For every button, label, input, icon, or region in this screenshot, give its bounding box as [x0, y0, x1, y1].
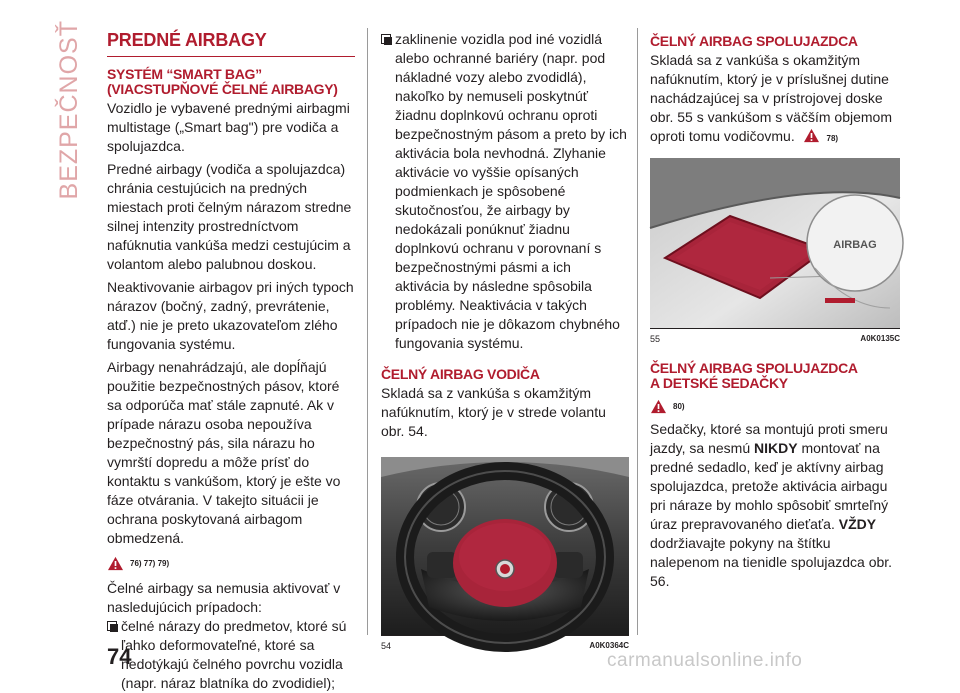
- list-item-text: zaklinenie vozidla pod iné vozidlá alebo ochranné bariéry (napr. pod nákladné vozy alebo zvodidlá), nakoľko by nemuseli poskytnúť žiadnu doplnkovú ochranu oproti bezpečnostným pásom a preto by ich aktivácia bola nevhodná. Zlyhanie aktivácie vo vyššie opísaných podmienkach je spôsobené skutočnosťou, že airbagy by nedokázali ponúknuť žiadnu doplnkovú ochranu v porovnaní s bezpečnostnými pásmi a ich aktivácia by následne spôsobila problémy. Neaktivácia v takých prípadoch nie je dôkazom chybného fungovania systému.: [395, 31, 627, 351]
- paragraph: [650, 420, 900, 591]
- page-number: 74: [107, 644, 132, 669]
- paragraph-text: dodržiavajte pokyny na štítku nalepenom na tienidle spolujazdca obr. 56.: [650, 535, 893, 589]
- warning-refs: 76) 77) 79): [130, 559, 170, 568]
- heading-passenger-airbag: ČELNÝ AIRBAG SPOLUJAZDCA: [650, 33, 858, 49]
- figure-code: A0K0135C: [860, 334, 900, 343]
- paragraph-text: Skladá sa z vankúša s okamžitým nafúknutím, ktorý je v príslušnej dutine nachádzajúcej sa v prístrojovej doske obr. 55 s vankúšom s väčším objemom oproti tomu vodičovmu.: [650, 52, 892, 144]
- subheading-smart-bag: [107, 67, 355, 97]
- heading-line: ČELNÝ AIRBAG SPOLUJAZDCA: [650, 360, 858, 376]
- column-1: [107, 30, 355, 693]
- warning-reference: [650, 399, 900, 414]
- emphasis-never: NIKDY: [754, 440, 798, 456]
- page-title: PREDNÉ AIRBAGY: [107, 30, 355, 57]
- paragraph-text: Sedačky, ktoré sa montujú proti smeru jazdy, sa nesmú: [650, 421, 888, 456]
- steering-wheel-illustration: [381, 457, 629, 635]
- figure-number: 55: [650, 334, 661, 344]
- paragraph: Čelné airbagy sa nemusia aktivovať v nasledujúcich prípadoch:: [107, 580, 341, 615]
- figure-caption: [650, 334, 900, 344]
- column-divider: [367, 28, 368, 635]
- section-side-tab: [54, 20, 84, 200]
- warning-icon: [803, 128, 820, 143]
- paragraph: [650, 51, 900, 148]
- paragraph-text: montovať na predné sedadlo, keď je aktívny airbag spolujazdca, pretože aktivácia airbagu pri náraze by mohlo spôsobiť smrteľný úraz prepravovaného dieťaťa.: [650, 440, 889, 532]
- warning-refs: 78): [826, 134, 839, 143]
- paragraph: Vozidlo je vybavené prednými airbagmi multistage („Smart bag") pre vodiča a spolujazdca.: [107, 100, 350, 154]
- list-item: [381, 30, 629, 353]
- subheading-line: (VIACSTUPŇOVÉ ČELNÉ AIRBAGY): [107, 81, 338, 97]
- column-3: [650, 30, 900, 591]
- emphasis-always: VŽDY: [838, 516, 877, 532]
- watermark: carmanualsonline.info: [607, 650, 803, 671]
- paragraph: Predné airbagy (vodiča a spolujazdca) chránia cestujúcich na predných miestach proti čelným nárazom stredne silnej intenzity prostredníctvom nafúknutia vankúša medzi cestujúcim a volantom alebo palubnou doskou.: [107, 161, 352, 272]
- figure-number: 54: [381, 641, 392, 651]
- column-2: [381, 30, 629, 651]
- column-divider: [637, 28, 638, 635]
- paragraph: Airbagy nenahrádzajú, ale dopĺňajú použitie bezpečnostných pásov, ktoré sa odporúča mať stále zapnuté. Ak v prípade nárazu osoba nepoužíva bezpečnostný pás, sila nárazu ho vymrští dopredu a môže prísť do kontaktu s vankúšom, ktorý je ešte vo fáze otvárania. V takejto situácii je ochrana poskytovaná airbagom obmedzená.: [107, 359, 341, 546]
- warning-reference: [107, 556, 355, 571]
- paragraph: Neaktivovanie airbagov pri iných typoch nárazov (bočný, zadný, prevrátenie, atď.) nie je preto ukazovateľom zlého fungovania systému.: [107, 279, 354, 352]
- list-item-text: čelné nárazy do predmetov, ktoré sú ľahko deformovateľné, ktoré sa nedotýkajú čelného povrchu vozidla (napr. náraz blatníka do zvodidiel);: [121, 618, 347, 691]
- heading-driver-airbag: ČELNÝ AIRBAG VODIČA: [381, 366, 540, 382]
- figure-54: [381, 457, 629, 636]
- warning-icon: [650, 399, 667, 414]
- paragraph: Skladá sa z vankúša s okamžitým nafúknutím, ktorý je v strede volantu obr. 54.: [381, 385, 606, 439]
- airbag-label: AIRBAG: [833, 239, 877, 251]
- warning-refs: 80): [673, 402, 685, 411]
- subheading-line: SYSTÉM “SMART BAG”: [107, 66, 262, 82]
- passenger-airbag-illustration: [650, 158, 900, 328]
- bullet-icon: [381, 34, 391, 44]
- heading-line: A DETSKÉ SEDAČKY: [650, 375, 788, 391]
- heading-child-seats: [650, 361, 900, 391]
- figure-code: A0K0364C: [589, 641, 629, 650]
- section-side-tab-label: BEZPEČNOSŤ: [54, 20, 83, 200]
- warning-icon: [107, 556, 124, 571]
- figure-55: [650, 158, 900, 329]
- bullet-icon: [107, 621, 117, 631]
- list-item: [107, 617, 355, 693]
